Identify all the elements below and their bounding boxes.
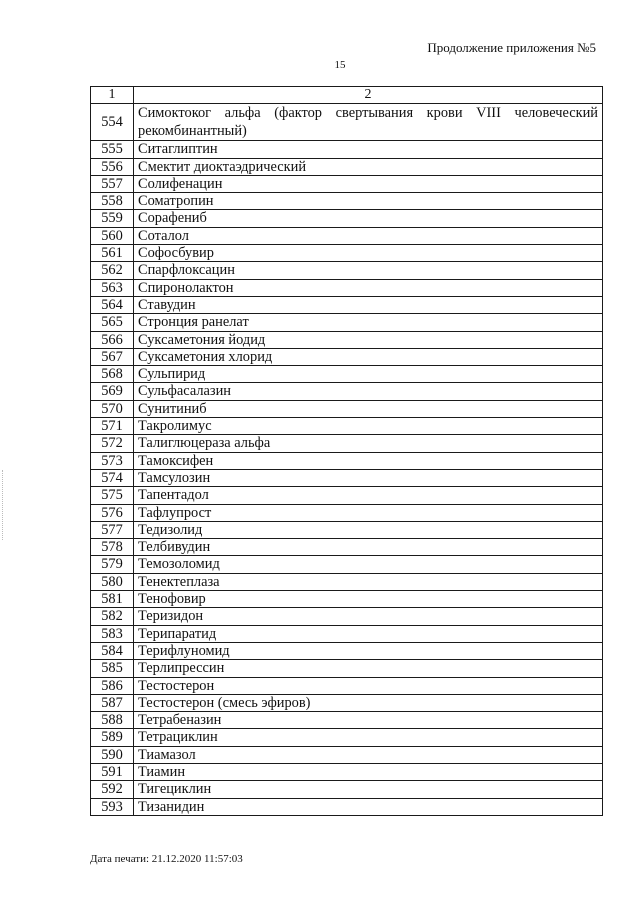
table-row xyxy=(91,642,603,659)
medicine-name: Тетрабеназин xyxy=(134,712,603,729)
row-number: 586 xyxy=(91,677,134,694)
row-number: 566 xyxy=(91,331,134,348)
table-row xyxy=(91,746,603,763)
table-row xyxy=(91,400,603,417)
row-number: 560 xyxy=(91,227,134,244)
row-number: 590 xyxy=(91,746,134,763)
row-number: 568 xyxy=(91,366,134,383)
medicine-name: Тетрациклин xyxy=(134,729,603,746)
row-number: 583 xyxy=(91,625,134,642)
medicine-name: Ситаглиптин xyxy=(134,141,603,158)
table-row xyxy=(91,763,603,780)
medicine-name: Тиамазол xyxy=(134,746,603,763)
row-number: 559 xyxy=(91,210,134,227)
table-row xyxy=(91,348,603,365)
medicine-name: Спиронолактон xyxy=(134,279,603,296)
table-row xyxy=(91,210,603,227)
table-row xyxy=(91,521,603,538)
margin-scan-marks xyxy=(2,470,5,540)
column-header-name: 2 xyxy=(134,87,603,104)
table-row xyxy=(91,573,603,590)
table-row xyxy=(91,314,603,331)
row-number: 589 xyxy=(91,729,134,746)
table-row xyxy=(91,556,603,573)
table-row xyxy=(91,452,603,469)
medicine-name: Телбивудин xyxy=(134,539,603,556)
medicine-name: Соталол xyxy=(134,227,603,244)
medicine-name: Симоктоког альфа (фактор свертывания крови VIII человеческий рекомбинантный) xyxy=(134,104,603,141)
medicine-name: Суксаметония хлорид xyxy=(134,348,603,365)
row-number: 570 xyxy=(91,400,134,417)
table-row xyxy=(91,366,603,383)
row-number: 576 xyxy=(91,504,134,521)
table-row xyxy=(91,469,603,486)
row-number: 554 xyxy=(91,104,134,141)
medicine-name: Тафлупрост xyxy=(134,504,603,521)
page-number: 15 xyxy=(334,59,346,71)
row-number: 555 xyxy=(91,141,134,158)
row-number: 563 xyxy=(91,279,134,296)
table-row xyxy=(91,729,603,746)
medicine-name: Тамоксифен xyxy=(134,452,603,469)
row-number: 556 xyxy=(91,158,134,175)
table-row xyxy=(91,660,603,677)
appendix-continuation-caption: Продолжение приложения №5 xyxy=(427,40,596,55)
table-row xyxy=(91,279,603,296)
medicine-name: Стронция ранелат xyxy=(134,314,603,331)
table-row xyxy=(91,677,603,694)
table-row xyxy=(91,625,603,642)
table-row xyxy=(91,245,603,262)
row-number: 557 xyxy=(91,175,134,192)
table-row xyxy=(91,296,603,313)
medicine-name: Терипаратид xyxy=(134,625,603,642)
table-row xyxy=(91,141,603,158)
medicine-name: Суксаметония йодид xyxy=(134,331,603,348)
medicine-name: Солифенацин xyxy=(134,175,603,192)
table-row xyxy=(91,435,603,452)
medicine-name: Тапентадол xyxy=(134,487,603,504)
table-row xyxy=(91,608,603,625)
row-number: 564 xyxy=(91,296,134,313)
row-number: 578 xyxy=(91,539,134,556)
table-row xyxy=(91,175,603,192)
table-row xyxy=(91,712,603,729)
medicine-name: Сунитиниб xyxy=(134,400,603,417)
row-number: 582 xyxy=(91,608,134,625)
table-row xyxy=(91,591,603,608)
row-number: 572 xyxy=(91,435,134,452)
table-body xyxy=(91,87,603,816)
medicine-name: Терлипрессин xyxy=(134,660,603,677)
table-row xyxy=(91,418,603,435)
table-row xyxy=(91,487,603,504)
medicine-name: Сорафениб xyxy=(134,210,603,227)
medicine-name: Такролимус xyxy=(134,418,603,435)
table-row xyxy=(91,798,603,815)
medicine-name: Софосбувир xyxy=(134,245,603,262)
medicine-name: Тестостерон xyxy=(134,677,603,694)
table-row xyxy=(91,227,603,244)
row-number: 569 xyxy=(91,383,134,400)
medicine-name: Тигециклин xyxy=(134,781,603,798)
medicine-name: Терифлуномид xyxy=(134,642,603,659)
medicine-name: Темозоломид xyxy=(134,556,603,573)
table-row xyxy=(91,781,603,798)
row-number: 567 xyxy=(91,348,134,365)
table-row xyxy=(91,504,603,521)
row-number: 591 xyxy=(91,763,134,780)
medicine-name: Тестостерон (смесь эфиров) xyxy=(134,694,603,711)
row-number: 573 xyxy=(91,452,134,469)
column-header-number: 1 xyxy=(91,87,134,104)
row-number: 561 xyxy=(91,245,134,262)
row-number: 580 xyxy=(91,573,134,590)
medicine-name: Соматропин xyxy=(134,193,603,210)
medicine-name: Теризидон xyxy=(134,608,603,625)
table-row xyxy=(91,539,603,556)
medicine-name: Смектит диоктаэдрический xyxy=(134,158,603,175)
medicine-name: Сульпирид xyxy=(134,366,603,383)
table-row xyxy=(91,158,603,175)
medicine-name: Тиамин xyxy=(134,763,603,780)
row-number: 588 xyxy=(91,712,134,729)
medicine-name: Талиглюцераза альфа xyxy=(134,435,603,452)
medicine-name: Тенектеплаза xyxy=(134,573,603,590)
row-number: 574 xyxy=(91,469,134,486)
medicine-name: Спарфлоксацин xyxy=(134,262,603,279)
row-number: 579 xyxy=(91,556,134,573)
row-number: 577 xyxy=(91,521,134,538)
table-row xyxy=(91,262,603,279)
table-row xyxy=(91,331,603,348)
table-row xyxy=(91,104,603,141)
row-number: 571 xyxy=(91,418,134,435)
table-row xyxy=(91,193,603,210)
table-header-row xyxy=(91,87,603,104)
medicine-name: Сульфасалазин xyxy=(134,383,603,400)
row-number: 575 xyxy=(91,487,134,504)
row-number: 585 xyxy=(91,660,134,677)
table-row xyxy=(91,383,603,400)
row-number: 562 xyxy=(91,262,134,279)
row-number: 584 xyxy=(91,642,134,659)
row-number: 581 xyxy=(91,591,134,608)
medicine-name: Тенофовир xyxy=(134,591,603,608)
medicine-name: Тизанидин xyxy=(134,798,603,815)
row-number: 592 xyxy=(91,781,134,798)
row-number: 587 xyxy=(91,694,134,711)
row-number: 565 xyxy=(91,314,134,331)
medicine-name: Ставудин xyxy=(134,296,603,313)
row-number: 593 xyxy=(91,798,134,815)
medicine-name: Тедизолид xyxy=(134,521,603,538)
medicine-name: Тамсулозин xyxy=(134,469,603,486)
table-row xyxy=(91,694,603,711)
medicine-list-table xyxy=(90,86,603,816)
row-number: 558 xyxy=(91,193,134,210)
print-date: Дата печати: 21.12.2020 11:57:03 xyxy=(90,853,243,865)
